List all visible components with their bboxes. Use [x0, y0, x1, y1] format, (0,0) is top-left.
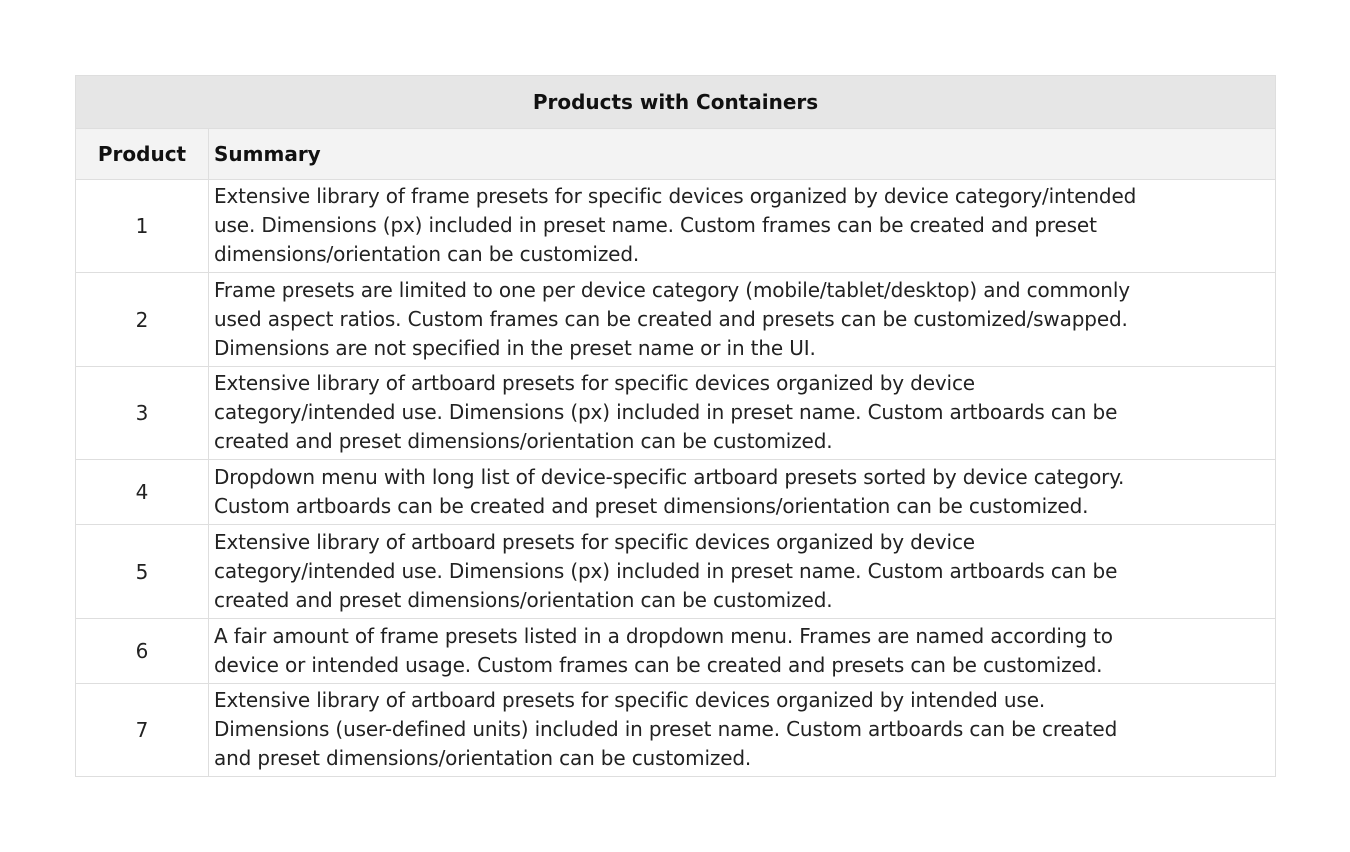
- table-row: [76, 367, 1276, 460]
- product-summary: A fair amount of frame presets listed in a dropdown menu. Frames are named according to device or intended usage. Custom frames can be created and presets can be customized.: [209, 619, 1276, 684]
- product-summary: Extensive library of artboard presets for specific devices organized by device category/intended use. Dimensions (px) included in preset name. Custom artboards can be created and preset dimensions/orientation can be customized.: [209, 525, 1276, 619]
- product-number: 5: [76, 525, 209, 619]
- table-title-row: [76, 76, 1276, 129]
- product-summary: Frame presets are limited to one per device category (mobile/tablet/desktop) and commonly used aspect ratios. Custom frames can be created and presets can be customized/swapped. Dimensions are not specified in the preset name or in the UI.: [209, 273, 1276, 367]
- table-title: Products with Containers: [76, 76, 1276, 129]
- table-row: [76, 684, 1276, 777]
- product-summary: Extensive library of artboard presets for specific devices organized by device category/intended use. Dimensions (px) included in preset name. Custom artboards can be created and preset dimensions/orientation can be customized.: [209, 367, 1276, 460]
- products-table: [75, 75, 1276, 777]
- column-header-product: Product: [76, 129, 209, 180]
- product-number: 6: [76, 619, 209, 684]
- table-row: [76, 525, 1276, 619]
- table-row: [76, 619, 1276, 684]
- table-row: [76, 273, 1276, 367]
- product-number: 7: [76, 684, 209, 777]
- products-table-container: [75, 75, 1275, 777]
- table-row: [76, 460, 1276, 525]
- product-number: 3: [76, 367, 209, 460]
- product-summary: Extensive library of artboard presets for specific devices organized by intended use. Dimensions (user-defined units) included in preset name. Custom artboards can be created and preset dimensions/orientation can be customized.: [209, 684, 1276, 777]
- column-header-summary: Summary: [209, 129, 1276, 180]
- product-number: 2: [76, 273, 209, 367]
- table-row: [76, 180, 1276, 273]
- product-summary: Dropdown menu with long list of device-specific artboard presets sorted by device category. Custom artboards can be created and preset dimensions/orientation can be customized.: [209, 460, 1276, 525]
- product-summary: Extensive library of frame presets for specific devices organized by device category/intended use. Dimensions (px) included in preset name. Custom frames can be created and preset dimensions/orientation can be customized.: [209, 180, 1276, 273]
- product-number: 4: [76, 460, 209, 525]
- product-number: 1: [76, 180, 209, 273]
- table-header-row: [76, 129, 1276, 180]
